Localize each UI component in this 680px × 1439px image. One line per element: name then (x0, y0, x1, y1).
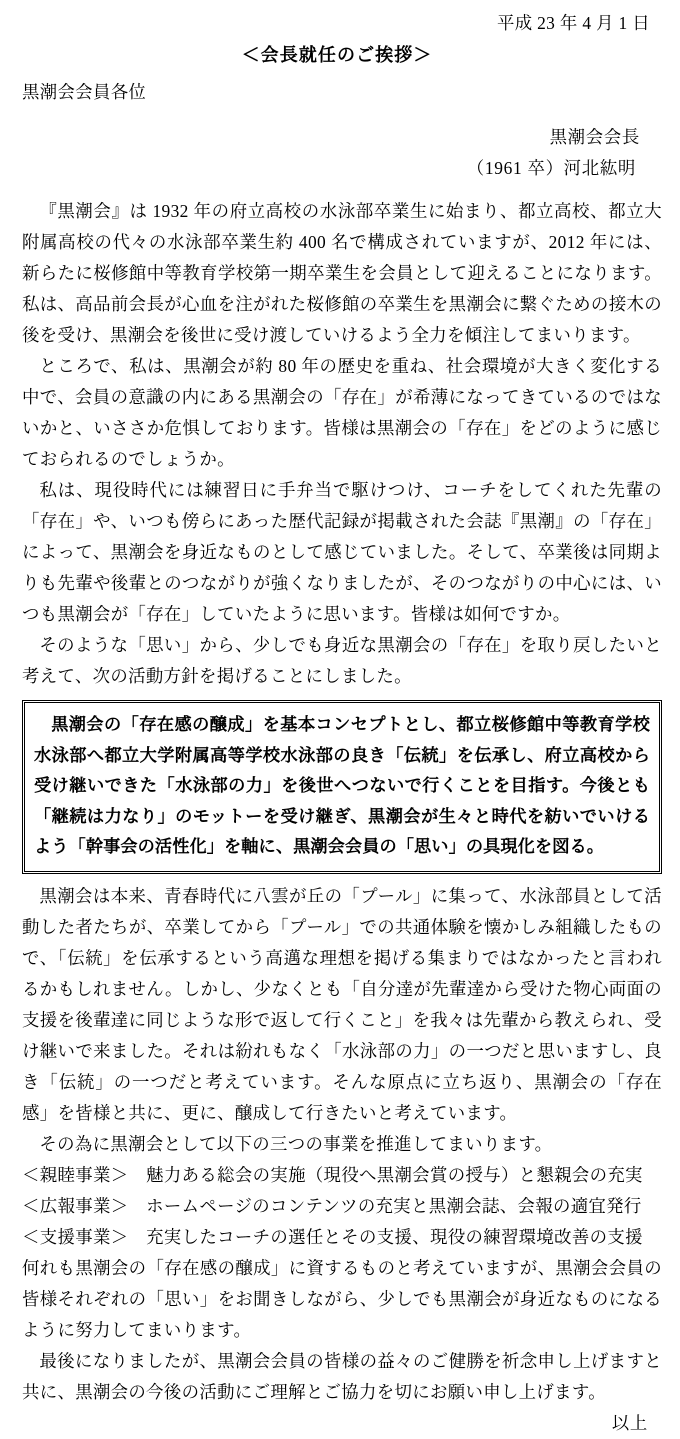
page-title: ＜会長就任のご挨拶＞ (241, 45, 433, 65)
paragraph-text: 『黒潮会』は 1932 年の府立高校の水泳部卒業生に始まり、都立高校、都立大附属高校の代々の水泳部卒業生約 400 名で構成されていますが、2012 年には、新らたに桜修館中等教育学校第一期卒業生を会員として迎えることになります。私は、高品前会長が心血を注がれた桜修館の卒業生を黒潮会に繋ぐための接木の後を受け、黒潮会を後世に受け渡していけるよう全力を傾注してまいります。 (22, 201, 662, 345)
paragraph-4 (22, 630, 662, 692)
project-label: ＜広報事業＞ (22, 1195, 147, 1216)
project-list (22, 1160, 662, 1253)
policy-statement-box (22, 700, 662, 874)
signature-role: 黒潮会会長 (549, 127, 640, 147)
project-description: ホームページのコンテンツの充実と黒潮会誌、会報の適宜発行 (146, 1195, 642, 1216)
paragraph-2 (22, 351, 662, 475)
paragraph-text: ところで、私は、黒潮会が約 80 年の歴史を重ね、社会環境が大きく変化する中で、会員の意識の内にある黒潮会の「存在」が希薄になってきているのではないかと、いささか危惧しております。皆様は黒潮会の「存在」をどのように感じておられるのでしょうか。 (22, 356, 662, 469)
paragraph-text: 何れも黒潮会の「存在感の醸成」に資するものと考えていますが、黒潮会会員の皆様それぞれの「思い」をお聞きしながら、少しでも黒潮会が身近なものになるように努力してまいります。 (22, 1257, 662, 1340)
document-date: 平成 23 年 4 月 1 日 (496, 13, 650, 33)
project-description: 魅力ある総会の実施（現役へ黒潮会賞の授与）と懇親会の充実 (146, 1164, 643, 1185)
paragraph-text: 私は、現役時代には練習日に手弁当で駆けつけ、コーチをしてくれた先輩の「存在」や、いつも傍らにあった歴代記録が掲載された会誌『黒潮』の「存在」によって、黒潮会を身近なものとして感じていました。そして、卒業後は同期よりも先輩や後輩とのつながりが強くなりましたが、そのつながりの中心には、いつも黒潮会が「存在」していたように思います。皆様は如何ですか。 (22, 480, 662, 624)
paragraph-text: そのような「思い」から、少しでも身近な黒潮会の「存在」を取り戻したいと考えて、次の活動方針を掲げることにしました。 (22, 635, 662, 686)
addressee-line: 黒潮会会員各位 (22, 82, 147, 102)
paragraph-8 (22, 1346, 662, 1408)
list-item (22, 1222, 662, 1253)
paragraph-6 (22, 1129, 662, 1160)
paragraph-1 (22, 196, 662, 351)
project-label: ＜親睦事業＞ (22, 1164, 147, 1185)
paragraph-7 (22, 1253, 662, 1346)
list-item (22, 1191, 662, 1222)
project-label: ＜支援事業＞ (22, 1226, 147, 1247)
closing-note: 以上 (611, 1412, 648, 1433)
policy-statement-text: 黒潮会の「存在感の醸成」を基本コンセプトとし、都立桜修館中等教育学校水泳部へ都立大学附属高等学校水泳部の良き「伝統」を伝承し、府立高校から受け継いできた「水泳部の力」を後世へつないで行くことを目指す。今後とも「継続は力なり」のモットーを受け継ぎ、黒潮会が生々と時代を紡いでいけるよう「幹事会の活性化」を軸に、黒潮会会員の「思い」の具現化を図る。 (34, 715, 650, 856)
paragraph-3 (22, 475, 662, 630)
paragraph-text: その為に黒潮会として以下の三つの事業を推進してまいります。 (39, 1133, 553, 1154)
project-description: 充実したコーチの選任とその支援、現役の練習環境改善の支援 (146, 1226, 643, 1247)
paragraph-5 (22, 881, 662, 1129)
paragraph-text: 黒潮会は本来、青春時代に八雲が丘の「プール」に集って、水泳部員として活動した者たちが、卒業してから「プール」での共通体験を懐かしみ組織したもので、「伝統」を伝承するという高邁な理想を掲げる集まりではなかったと言われるかもしれません。しかし、少なくとも「自分達が先輩達から受けた物心両面の支援を後輩達に同じような形で返して行くこと」を我々は先輩から教えられ、受け継いで来ました。それは紛れもなく「水泳部の力」の一つだと思いますし、良き「伝統」の一つだと考えています。そんな原点に立ち返り、黒潮会の「存在感」を皆様と共に、更に、醸成して行きたいと考えています。 (22, 885, 662, 1123)
signature-block (22, 122, 662, 184)
paragraph-text: 最後になりましたが、黒潮会会員の皆様の益々のご健勝を祈念申し上げますと共に、黒潮会の今後の活動にご理解とご協力を切にお願い申し上げます。 (22, 1350, 662, 1402)
list-item (22, 1160, 662, 1191)
signature-name: （1961 卒）河北紘明 (466, 158, 636, 178)
document-body (22, 196, 662, 1439)
